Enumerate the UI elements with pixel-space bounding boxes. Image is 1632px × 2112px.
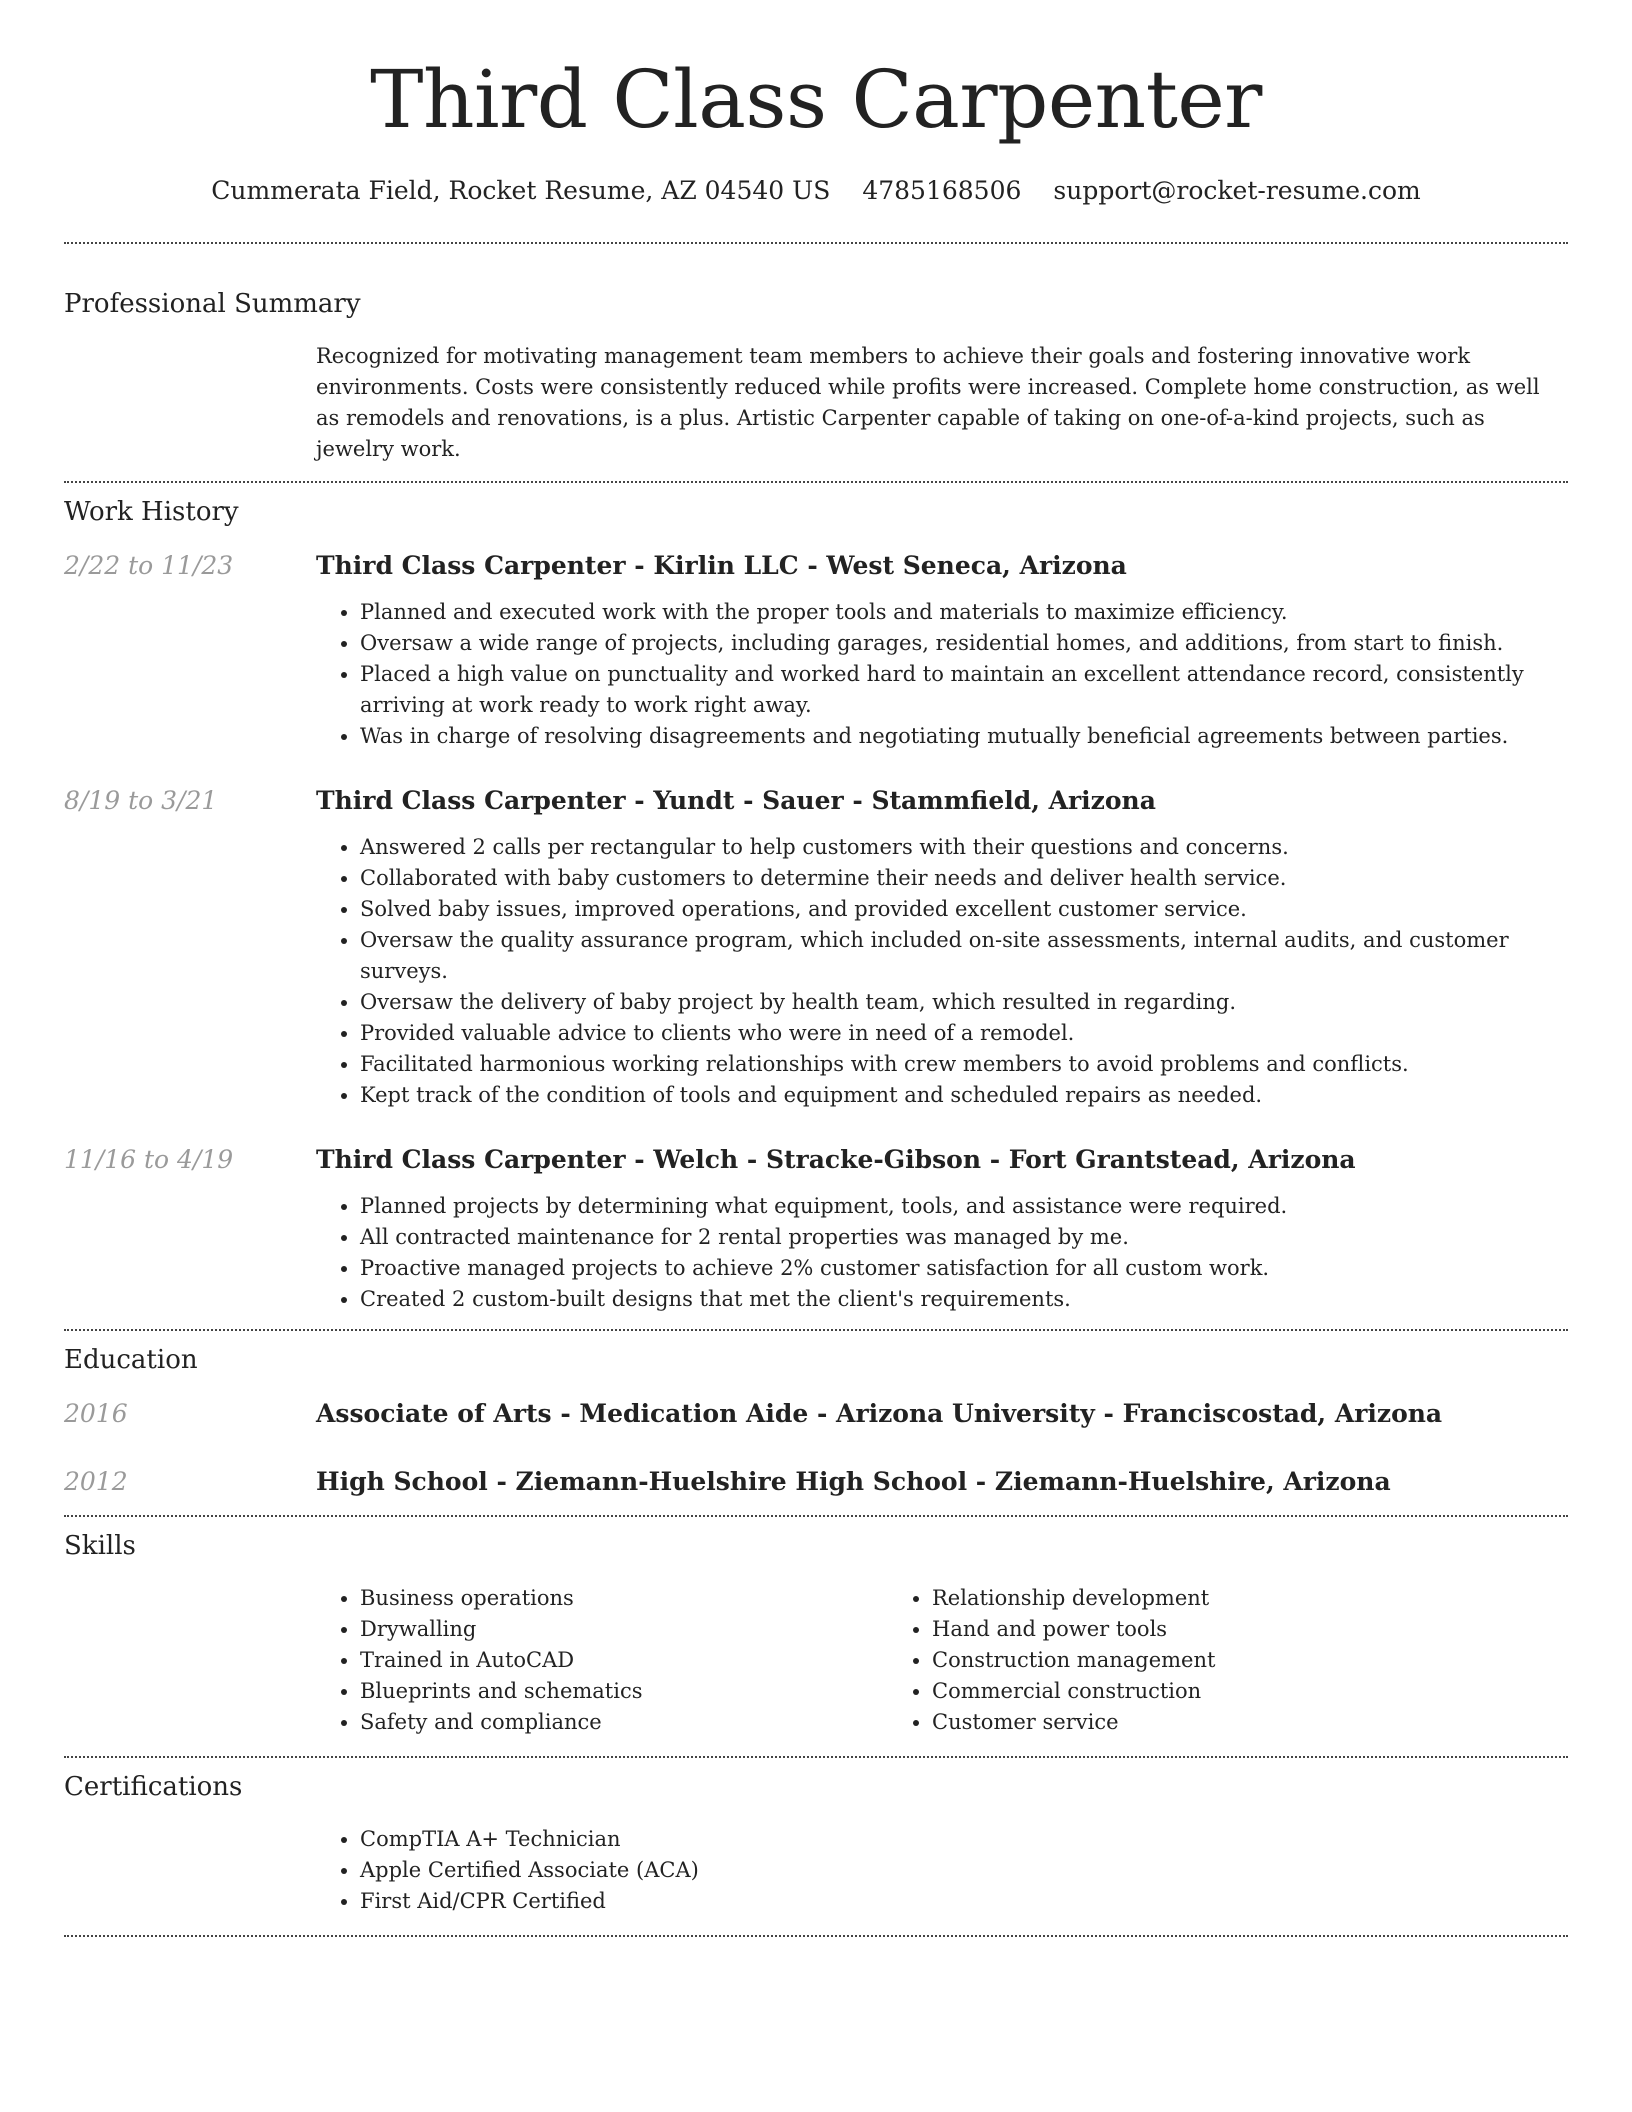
work-entry-date: 2/22 to 11/23 — [64, 551, 234, 580]
list-item: • Created 2 custom-built designs that met the client's requirements. — [360, 1284, 1568, 1315]
section-divider — [64, 1756, 1568, 1758]
list-item: • Drywalling — [360, 1614, 888, 1645]
section-title-skills: Skills — [64, 1531, 136, 1561]
list-item: • Solved baby issues, improved operations, and provided excellent customer service. — [360, 894, 1568, 925]
work-history-section — [64, 495, 1568, 1329]
certifications-list — [316, 1824, 1568, 1917]
contact-address: Cummerata Field, Rocket Resume, AZ 04540 US — [211, 176, 831, 205]
education-entry-body — [316, 1465, 1568, 1499]
work-entry-date: 11/16 to 4/19 — [64, 1145, 234, 1174]
list-item: • Facilitated harmonious working relationships with crew members to avoid problems and conflicts. — [360, 1049, 1568, 1080]
work-entry-title: Third Class Carpenter - Kirlin LLC - West Seneca, Arizona — [316, 551, 1127, 580]
summary-text: Recognized for motivating management team members to achieve their goals and fostering innovative work environments. Costs were consistently reduced while profits were increased. Complete home construction, as well as remodels and renovations, is a plus. Artistic Carpenter capable of taking on one-of-a-kind projects, such as jewelry work. — [316, 344, 1540, 461]
education-entry-title: Associate of Arts - Medication Aide - Arizona University - Franciscostad, Arizona — [316, 1399, 1443, 1428]
contact-phone: 4785168506 — [862, 176, 1022, 205]
education-entry-body — [316, 1397, 1568, 1431]
work-entry-title: Third Class Carpenter - Welch - Stracke-Gibson - Fort Grantstead, Arizona — [316, 1145, 1356, 1174]
education-section — [64, 1343, 1568, 1515]
section-divider — [64, 1515, 1568, 1517]
education-entry — [64, 1397, 1568, 1431]
list-item: • Safety and compliance — [360, 1707, 888, 1738]
skills-section — [64, 1529, 1568, 1756]
list-item: • Answered 2 calls per rectangular to help customers with their questions and concerns. — [360, 832, 1568, 863]
section-divider — [64, 1935, 1568, 1937]
work-entry-body — [316, 784, 1568, 1111]
work-entry — [64, 549, 1568, 752]
skills-list-left — [316, 1583, 888, 1738]
skills-columns — [316, 1583, 1568, 1738]
list-item: • Collaborated with baby customers to determine their needs and deliver health service. — [360, 863, 1568, 894]
contact-email: support@rocket-resume.com — [1053, 176, 1421, 205]
list-item: • Construction management — [932, 1645, 1460, 1676]
list-item: • Commercial construction — [932, 1676, 1460, 1707]
section-divider — [64, 1329, 1568, 1331]
list-item: • Provided valuable advice to clients who were in need of a remodel. — [360, 1018, 1568, 1049]
list-item: • Trained in AutoCAD — [360, 1645, 888, 1676]
list-item: • First Aid/CPR Certified — [360, 1886, 1568, 1917]
list-item: • CompTIA A+ Technician — [360, 1824, 1568, 1855]
work-entry-date: 8/19 to 3/21 — [64, 786, 218, 815]
list-item: • Customer service — [932, 1707, 1460, 1738]
section-title-certifications: Certifications — [64, 1772, 243, 1802]
list-item: • Was in charge of resolving disagreements and negotiating mutually beneficial agreements between parties. — [360, 721, 1568, 752]
work-entry-title: Third Class Carpenter - Yundt - Sauer - Stammfield, Arizona — [316, 786, 1156, 815]
work-entry-bullets — [316, 597, 1568, 752]
list-item: • Kept track of the condition of tools and equipment and scheduled repairs as needed. — [360, 1080, 1568, 1111]
list-item: • Business operations — [360, 1583, 888, 1614]
list-item: • Planned and executed work with the proper tools and materials to maximize efficiency. — [360, 597, 1568, 628]
work-entry-body — [316, 549, 1568, 752]
education-entry — [64, 1465, 1568, 1499]
list-item: • Planned projects by determining what equipment, tools, and assistance were required. — [360, 1191, 1568, 1222]
list-item: • Oversaw the quality assurance program, which included on-site assessments, internal audits, and customer surveys. — [360, 925, 1568, 987]
candidate-name: Third Class Carpenter — [370, 53, 1262, 146]
list-item: • Hand and power tools — [932, 1614, 1460, 1645]
section-divider — [64, 242, 1568, 244]
skills-list-right — [888, 1583, 1460, 1738]
work-entry-bullets — [316, 832, 1568, 1111]
work-entry — [64, 784, 1568, 1111]
section-divider — [64, 481, 1568, 483]
list-item: • Placed a high value on punctuality and worked hard to maintain an excellent attendance record, consistently arriving at work ready to work right away. — [360, 659, 1568, 721]
certifications-list-wrap — [316, 1824, 1568, 1917]
summary-section — [64, 287, 1568, 465]
section-title-work-history: Work History — [64, 497, 239, 527]
education-entry-date: 2012 — [64, 1467, 128, 1496]
section-title-summary: Professional Summary — [64, 289, 361, 319]
work-entry-bullets — [316, 1191, 1568, 1315]
certifications-section — [64, 1770, 1568, 1935]
list-item: • Oversaw a wide range of projects, including garages, residential homes, and additions, from start to finish. — [360, 628, 1568, 659]
education-entry-title: High School - Ziemann-Huelshire High School - Ziemann-Huelshire, Arizona — [316, 1467, 1391, 1496]
education-entry-date: 2016 — [64, 1399, 128, 1428]
list-item: • Oversaw the delivery of baby project by health team, which resulted in regarding. — [360, 987, 1568, 1018]
work-entry — [64, 1143, 1568, 1315]
section-title-education: Education — [64, 1345, 198, 1375]
list-item: • Apple Certified Associate (ACA) — [360, 1855, 1568, 1886]
work-entry-body — [316, 1143, 1568, 1315]
list-item: • All contracted maintenance for 2 rental properties was managed by me. — [360, 1222, 1568, 1253]
list-item: • Relationship development — [932, 1583, 1460, 1614]
contact-info — [64, 174, 1568, 208]
list-item: • Blueprints and schematics — [360, 1676, 888, 1707]
list-item: • Proactive managed projects to achieve 2% customer satisfaction for all custom work. — [360, 1253, 1568, 1284]
